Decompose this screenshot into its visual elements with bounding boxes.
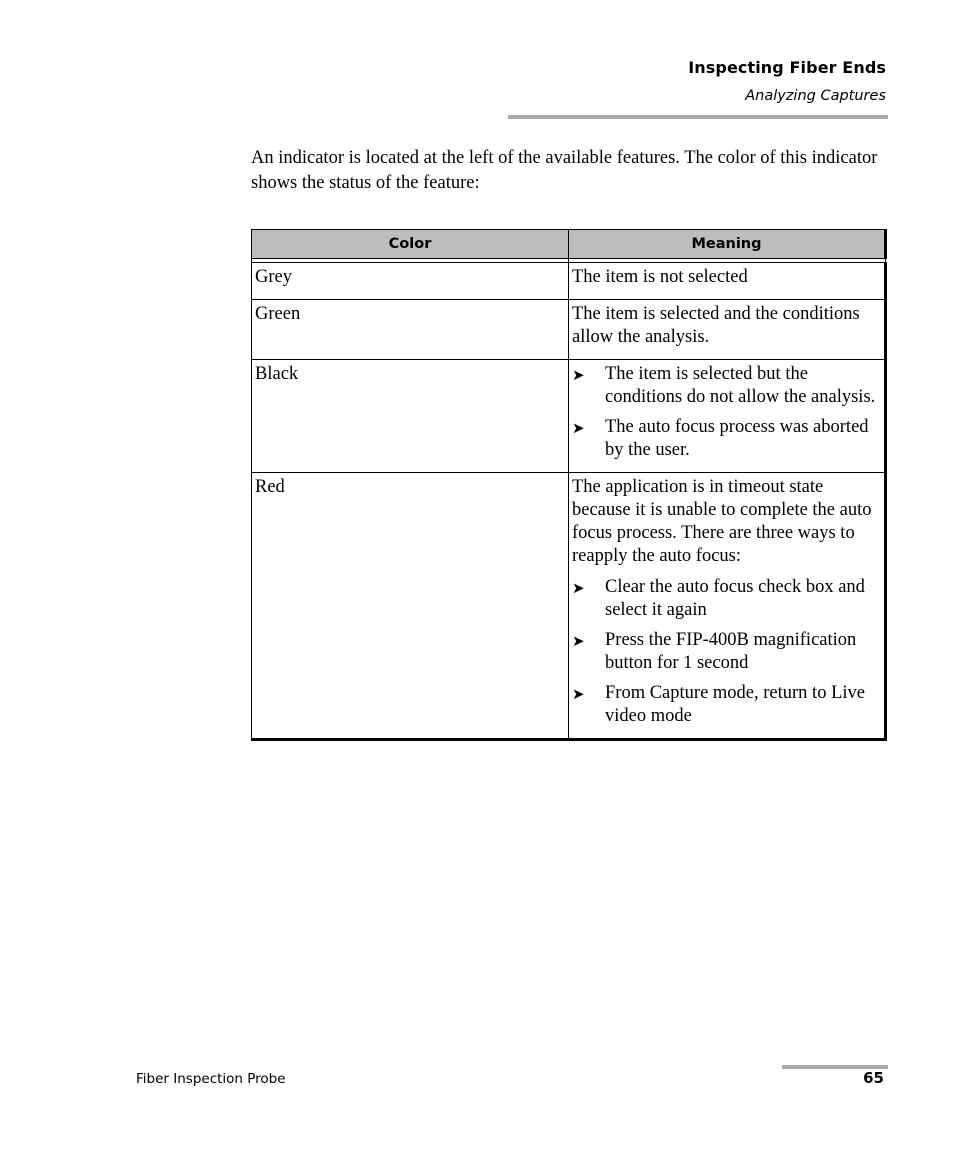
intro-paragraph: An indicator is located at the left of the available features. The color of this indicator shows the status of the feature: — [251, 148, 878, 193]
meaning-cell — [569, 263, 886, 300]
list-item — [572, 363, 881, 409]
meaning-text: The item is selected and the conditions allow the analysis. — [572, 304, 860, 347]
color-cell: Grey — [252, 263, 569, 300]
arrow-bullet-icon: ➤ — [572, 366, 585, 384]
page-number: 65 — [863, 1069, 884, 1087]
list-item — [572, 629, 881, 675]
table-row — [252, 263, 886, 300]
meaning-cell — [569, 360, 886, 473]
bullet-text: The auto focus process was aborted by the user. — [605, 417, 869, 460]
list-item — [572, 682, 881, 728]
arrow-bullet-icon: ➤ — [572, 632, 585, 650]
meaning-text: The application is in timeout state because it is unable to complete the auto focus process. There are three ways to reapply the auto focus: — [572, 477, 872, 566]
indicator-color-table — [251, 229, 888, 741]
bullet-text: Press the FIP-400B magnification button for 1 second — [605, 630, 857, 673]
color-cell: Green — [252, 300, 569, 360]
arrow-bullet-icon: ➤ — [572, 579, 585, 597]
table-row — [252, 300, 886, 360]
table-row — [252, 360, 886, 473]
header-divider — [508, 115, 888, 119]
footer-document-title: Fiber Inspection Probe — [136, 1071, 286, 1087]
column-header-meaning: Meaning — [569, 230, 886, 259]
meaning-text: The item is not selected — [572, 267, 748, 287]
meaning-cell — [569, 473, 886, 740]
arrow-bullet-icon: ➤ — [572, 419, 585, 437]
running-header-title: Inspecting Fiber Ends — [688, 58, 886, 77]
arrow-bullet-icon: ➤ — [572, 685, 585, 703]
bullet-text: The item is selected but the conditions do not allow the analysis. — [605, 364, 876, 407]
color-cell: Black — [252, 360, 569, 473]
column-header-color: Color — [252, 230, 569, 259]
list-item — [572, 576, 881, 622]
list-item — [572, 416, 881, 462]
bullet-text: From Capture mode, return to Live video mode — [605, 683, 865, 726]
meaning-cell — [569, 300, 886, 360]
color-cell: Red — [252, 473, 569, 740]
bullet-text: Clear the auto focus check box and select it again — [605, 577, 865, 620]
table-header-row — [252, 230, 886, 259]
running-header-subtitle: Analyzing Captures — [745, 88, 886, 104]
table-row — [252, 473, 886, 740]
